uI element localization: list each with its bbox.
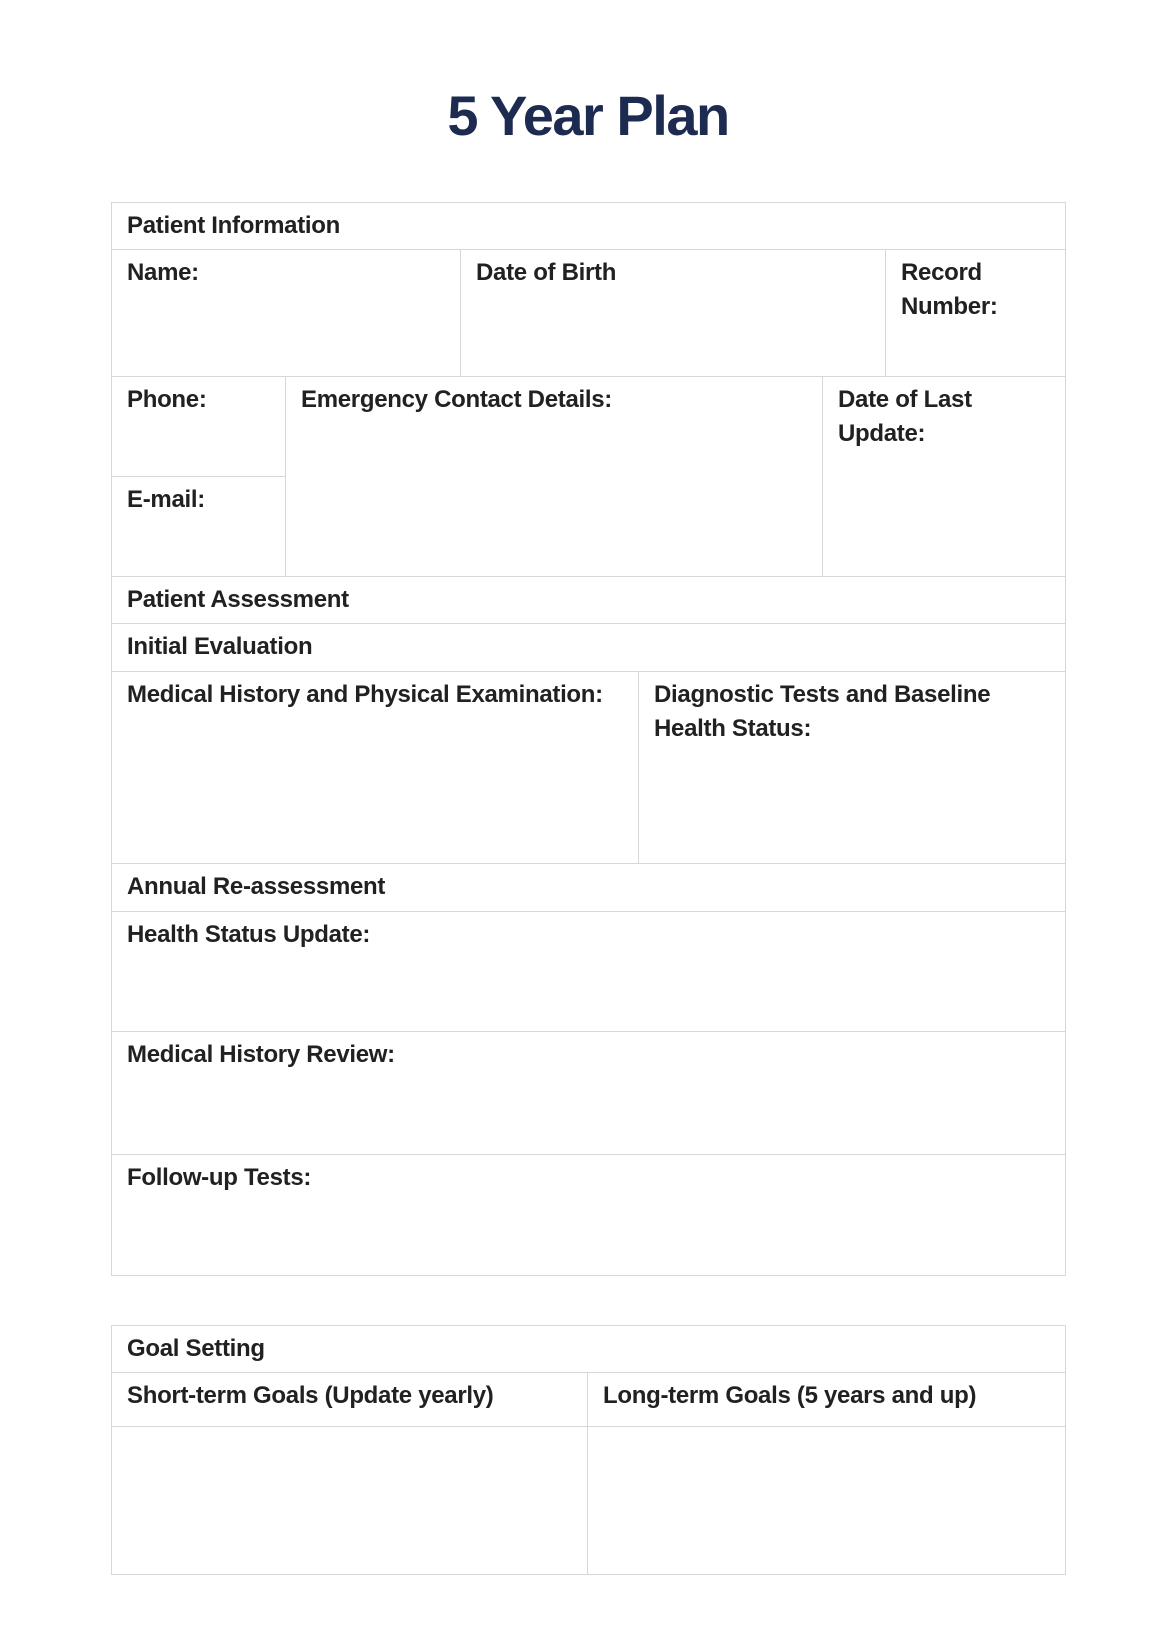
followup-tests-field-cell: Follow-up Tests:: [112, 1155, 1066, 1276]
name-field-cell: Name:: [112, 250, 461, 377]
goal-setting-section-header: Goal Setting: [112, 1326, 1066, 1373]
short-term-goals-column-header: Short-term Goals (Update yearly): [112, 1373, 588, 1427]
email-field-cell: E-mail:: [112, 477, 286, 577]
record-number-field-cell: Record Number:: [886, 250, 1066, 377]
health-status-update-field-cell: Health Status Update:: [112, 912, 1066, 1032]
initial-evaluation-subsection-header: Initial Evaluation: [112, 624, 1066, 672]
annual-reassessment-subsection-header: Annual Re-assessment: [112, 864, 1066, 912]
medical-history-review-field-cell: Medical History Review:: [112, 1032, 1066, 1155]
phone-field-cell: Phone:: [112, 377, 286, 477]
date-of-birth-field-cell: Date of Birth: [461, 250, 886, 377]
patient-assessment-section-header: Patient Assessment: [112, 577, 1066, 624]
medical-history-physical-exam-field-cell: Medical History and Physical Examination:: [112, 672, 639, 864]
diagnostic-tests-baseline-field-cell: Diagnostic Tests and Baseline Health Status:: [639, 672, 1066, 864]
document-title: 5 Year Plan: [447, 84, 729, 147]
patient-info-and-assessment-table: [111, 202, 1066, 1276]
patient-information-section-header: Patient Information: [112, 203, 1066, 250]
long-term-goals-entry-cell: [588, 1427, 1066, 1575]
goal-setting-table: [111, 1325, 1066, 1575]
date-of-last-update-field-cell: Date of Last Update:: [823, 377, 1066, 577]
emergency-contact-field-cell: Emergency Contact Details:: [286, 377, 823, 577]
long-term-goals-column-header: Long-term Goals (5 years and up): [588, 1373, 1066, 1427]
short-term-goals-entry-cell: [112, 1427, 588, 1575]
